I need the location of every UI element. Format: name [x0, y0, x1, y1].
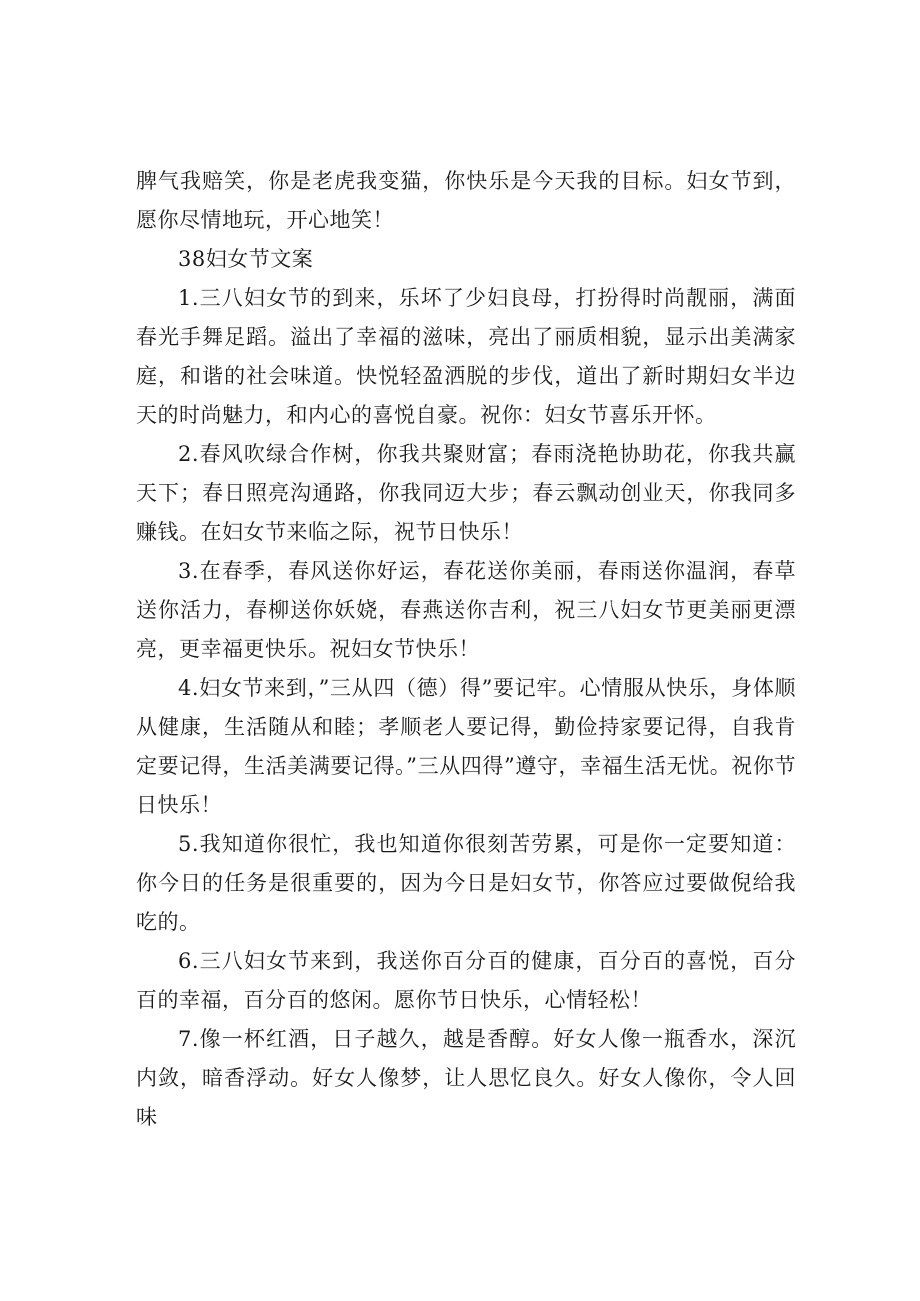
document-body	[136, 162, 796, 1137]
list-item: 4.妇女节来到，”三从四（德）得”要记牢。心情服从快乐，身体顺从健康，生活随从和睦；孝顺老人要记得，勤俭持家要记得，自我肯定要记得，生活美满要记得。”三从四得”遵守，幸福生活无忧。祝你节日快乐！	[136, 676, 796, 817]
intro-paragraph: 脾气我赔笑，你是老虎我变猫，你快乐是今天我的目标。妇女节到，愿你尽情地玩，开心地笑！	[136, 169, 796, 232]
list-item: 7.像一杯红酒，日子越久，越是香醇。好女人像一瓶香水，深沉内敛，暗香浮动。好女人像梦，让人思忆良久。好女人像你，令人回味	[136, 1027, 796, 1129]
list-item: 5.我知道你很忙，我也知道你很刻苦劳累，可是你一定要知道：你今日的任务是很重要的，因为今日是妇女节，你答应过要做倪给我吃的。	[136, 832, 796, 934]
list-item: 6.三八妇女节来到，我送你百分百的健康，百分百的喜悦，百分百的幸福，百分百的悠闲。愿你节日快乐，心情轻松！	[136, 949, 796, 1012]
section-heading: 38妇女节文案	[178, 247, 314, 271]
list-item: 3.在春季，春风送你好运，春花送你美丽，春雨送你温润，春草送你活力，春柳送你妖娆，春燕送你吉利，祝三八妇女节更美丽更漂亮，更幸福更快乐。祝妇女节快乐！	[136, 559, 796, 661]
list-item: 1.三八妇女节的到来，乐坏了少妇良母，打扮得时尚靓丽，满面春光手舞足蹈。溢出了幸福的滋味，亮出了丽质相貌，显示出美满家庭，和谐的社会味道。快悦轻盈洒脱的步伐，道出了新时期妇女半边天的时尚魅力，和内心的喜悦自豪。祝你：妇女节喜乐开怀。	[136, 286, 796, 427]
list-item: 2.春风吹绿合作树，你我共聚财富；春雨浇艳协助花，你我共赢天下；春日照亮沟通路，你我同迈大步；春云飘动创业天，你我同多赚钱。在妇女节来临之际，祝节日快乐！	[136, 442, 796, 544]
